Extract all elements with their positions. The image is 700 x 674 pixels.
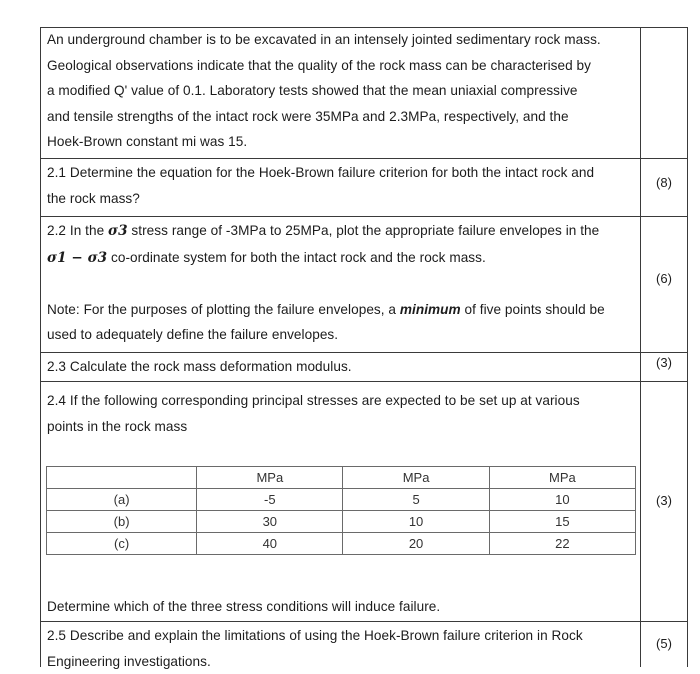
- table-cell: (c): [47, 533, 197, 555]
- question-2-2-prefix: 2.2 In the: [47, 223, 108, 238]
- note-line-2: used to adequately define the failure envelopes.: [47, 322, 605, 348]
- question-2-4: [47, 388, 580, 439]
- question-2-5: [47, 623, 583, 674]
- table-header-cell: MPa: [197, 467, 343, 489]
- marks-2-1: (8): [641, 175, 687, 190]
- table-cell: 10: [489, 489, 635, 511]
- rule-marks-divider: [640, 27, 641, 667]
- marks-2-3: (3): [641, 355, 687, 370]
- table-header-cell: MPa: [489, 467, 635, 489]
- rule-after-q24: [40, 621, 688, 622]
- note-prefix: Note: For the purposes of plotting the failure envelopes, a: [47, 302, 400, 317]
- marks-2-2: (6): [641, 271, 687, 286]
- question-2-1-line: the rock mass?: [47, 186, 594, 212]
- intro-line: a modified Q' value of 0.1. Laboratory tests showed that the mean uniaxial compressive: [47, 78, 601, 104]
- table-cell: 5: [343, 489, 489, 511]
- table-cell: (b): [47, 511, 197, 533]
- question-2-5-line: 2.5 Describe and explain the limitations of using the Hoek-Brown failure criterion in Rock: [47, 623, 583, 649]
- question-2-1-line: 2.1 Determine the equation for the Hoek-Brown failure criterion for both the intact rock and: [47, 160, 594, 186]
- rule-after-q21: [40, 216, 688, 217]
- table-row: [47, 489, 636, 511]
- table-row: [47, 511, 636, 533]
- question-2-4-closing: [47, 594, 440, 620]
- table-cell: 40: [197, 533, 343, 555]
- note-suffix: of five points should be: [461, 302, 605, 317]
- note-line-1: [47, 297, 605, 323]
- rule-after-q23: [40, 381, 688, 382]
- question-2-3: [47, 354, 352, 380]
- sigma-3-symbol: σ3: [108, 223, 128, 239]
- blank-line: [47, 271, 605, 297]
- question-2-2: [47, 218, 605, 348]
- intro-line: and tensile strengths of the intact rock were 35MPa and 2.3MPa, respectively, and the: [47, 104, 601, 130]
- table-cell: 20: [343, 533, 489, 555]
- intro-line: An underground chamber is to be excavated in an intensely jointed sedimentary rock mass.: [47, 27, 601, 53]
- marks-2-4: (3): [641, 493, 687, 508]
- table-row: [47, 533, 636, 555]
- question-2-5-line: Engineering investigations.: [47, 649, 583, 674]
- table-cell: 30: [197, 511, 343, 533]
- rule-right: [687, 27, 688, 667]
- question-2-3-line: 2.3 Calculate the rock mass deformation modulus.: [47, 354, 352, 380]
- question-sheet: [40, 27, 688, 667]
- sigma1-minus-sigma3-symbol: σ1 − σ3: [47, 250, 107, 266]
- table-cell: 22: [489, 533, 635, 555]
- intro-paragraph: [47, 27, 601, 155]
- question-2-2-line-2: [47, 245, 605, 272]
- question-2-4-line: 2.4 If the following corresponding principal stresses are expected to be set up at various: [47, 388, 580, 414]
- marks-2-5: (5): [641, 636, 687, 651]
- stress-table: [46, 466, 636, 555]
- question-2-2-range-text: stress range of -3MPa to 25MPa, plot the appropriate failure envelopes in the: [128, 223, 600, 238]
- intro-line: Geological observations indicate that the quality of the rock mass can be characterised by: [47, 53, 601, 79]
- table-cell: (a): [47, 489, 197, 511]
- table-cell: -5: [197, 489, 343, 511]
- question-2-2-system-text: co-ordinate system for both the intact rock and the rock mass.: [107, 250, 486, 265]
- question-2-4-line: points in the rock mass: [47, 414, 580, 440]
- rule-left: [40, 27, 41, 667]
- question-2-4-closing-line: Determine which of the three stress conditions will induce failure.: [47, 594, 440, 620]
- table-cell: 15: [489, 511, 635, 533]
- intro-line: Hoek-Brown constant mi was 15.: [47, 129, 601, 155]
- table-header-cell: MPa: [343, 467, 489, 489]
- question-2-2-line-1: [47, 218, 605, 245]
- table-header-row: [47, 467, 636, 489]
- note-emphasis: minimum: [400, 302, 461, 317]
- table-cell: 10: [343, 511, 489, 533]
- rule-after-q22: [40, 352, 688, 353]
- question-2-1: [47, 160, 594, 211]
- rule-after-intro: [40, 158, 688, 159]
- table-header-cell: [47, 467, 197, 489]
